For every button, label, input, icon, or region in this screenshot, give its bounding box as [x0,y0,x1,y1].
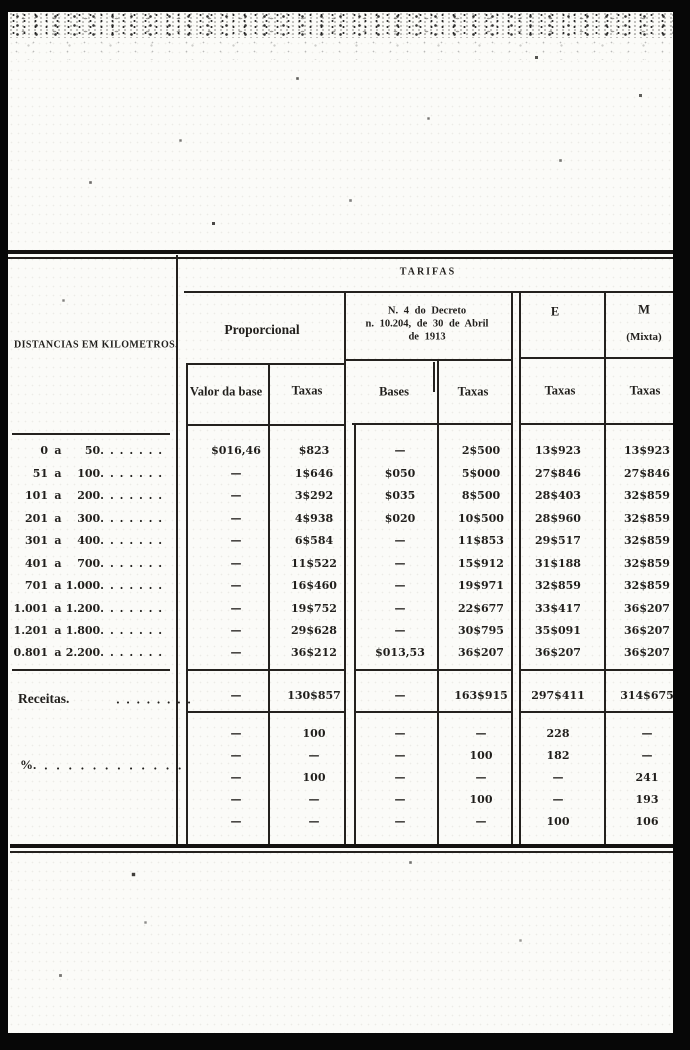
distance-from: 1.001 [13,602,48,615]
subheader-valor-da-base: Valor da base [189,384,263,399]
cell-proporcional-taxas: — [308,749,320,762]
dot-leader: . . . . . . [110,624,163,637]
dot-leader: . . . . . . [110,602,163,615]
proporcional-left-line [186,363,188,845]
cell-e-taxas: 28$960 [535,512,581,525]
cell-e-taxas: 13$923 [535,444,581,457]
distance-from: 701 [25,579,48,592]
cell-bases: — [394,727,406,740]
cell-proporcional-taxas: 100 [302,727,326,740]
cell-bases: $020 [384,512,416,525]
distance-sep: a [54,467,62,480]
cell-m-taxas: 32$859 [624,489,670,502]
distance-to: 2.200. [65,646,104,659]
group-header-m-sub: (Mixta) [626,331,662,343]
cell-m-taxas: — [641,727,653,740]
percent-dot-leader: . . . . . . . . . . . . [44,759,182,773]
distance-sep: a [54,646,62,659]
cell-valor-da-base: — [230,557,242,570]
cell-valor-da-base: — [230,534,242,547]
cell-proporcional-taxas: 130$857 [287,689,341,702]
distance-from: 0.801 [13,646,48,659]
receitas-bottom-line-em [519,711,673,713]
cell-proporcional-taxas: 11$522 [291,557,337,570]
cell-e-taxas: 36$207 [535,646,581,659]
cell-bases: — [394,793,406,806]
cell-bases: — [394,749,406,762]
scan-border-right [673,0,690,1050]
top-heavy-rule [8,250,673,254]
subheader-taxas-decreto: Taxas [457,384,489,399]
bottom-heavy-rule [10,844,673,848]
cell-valor-da-base: — [230,489,242,502]
cell-decreto-taxas: 19$971 [458,579,504,592]
cell-m-taxas: 193 [635,793,659,806]
cell-valor-da-base: — [230,815,242,828]
bases-taxas-double-stroke [433,362,435,392]
receitas-top-line-decreto [354,669,511,671]
cell-valor-da-base: $016,46 [211,444,261,457]
cell-valor-da-base: — [230,624,242,637]
distance-from: 301 [25,534,48,547]
valor-taxas-divider [268,363,270,845]
cell-e-taxas: 28$403 [535,489,581,502]
distance-sep: a [54,489,62,502]
group-header-decreto-line1: N. 4 do Decreto [387,305,467,317]
cell-decreto-taxas: 8$500 [461,489,501,502]
decreto-underline [344,359,511,361]
cell-e-taxas: 31$188 [535,557,581,570]
cell-e-taxas: 32$859 [535,579,581,592]
cell-valor-da-base: — [230,602,242,615]
prop-subheader-bottom-line [186,424,344,426]
distance-from: 401 [25,557,48,570]
em-box-left-line [519,291,521,845]
scan-noise-band-faint [8,38,673,60]
distance-sep: a [54,579,62,592]
em-underline [519,357,673,359]
cell-m-taxas: 314$675 [620,689,674,702]
cell-decreto-taxas: 163$915 [454,689,508,702]
cell-m-taxas: 36$207 [624,624,670,637]
receitas-dot-leader: . . . . . . . . [116,693,191,707]
cell-e-taxas: 27$846 [535,467,581,480]
cell-bases: $013,53 [375,646,425,659]
cell-m-taxas: — [641,749,653,762]
decreto-data-left-line [354,423,356,845]
dot-leader: . . . . . . [110,646,163,659]
receitas-bottom-line-decreto [354,711,511,713]
cell-decreto-taxas: — [475,815,487,828]
cell-bases: — [394,624,406,637]
cell-decreto-taxas: — [475,727,487,740]
cell-proporcional-taxas: 3$292 [294,489,334,502]
e-m-divider [604,291,606,845]
cell-bases: — [394,534,406,547]
cell-m-taxas: 32$859 [624,512,670,525]
group-header-m: M [638,302,650,317]
cell-decreto-taxas: 30$795 [458,624,504,637]
cell-bases: — [394,771,406,784]
cell-m-taxas: 27$846 [624,467,670,480]
receitas-top-line-prop [186,669,344,671]
distance-sep: a [54,512,62,525]
group-header-decreto-line3: de 1913 [408,331,446,343]
top-thin-rule [8,257,673,259]
cell-bases: — [394,557,406,570]
cell-e-taxas: 29$517 [535,534,581,547]
cell-proporcional-taxas: — [308,793,320,806]
distance-to: 1.000. [65,579,104,592]
cell-e-taxas: 35$091 [535,624,581,637]
group-header-e: E [550,304,560,319]
cell-decreto-taxas: 22$677 [458,602,504,615]
cell-proporcional-taxas: 100 [302,771,326,784]
group-header-proporcional: Proporcional [224,322,300,337]
cell-decreto-taxas: 11$853 [458,534,504,547]
cell-e-taxas: — [552,793,564,806]
cell-e-taxas: 297$411 [531,689,585,702]
tarifas-underline [184,291,673,293]
distance-to: 400. [77,534,104,547]
cell-m-taxas: 36$207 [624,646,670,659]
distance-from: 1.201 [13,624,48,637]
dot-leader: . . . . . . [110,534,163,547]
cell-m-taxas: 32$859 [624,579,670,592]
cell-m-taxas: 241 [635,771,659,784]
receitas-top-line-left [12,669,170,671]
cell-m-taxas: 13$923 [624,444,670,457]
cell-decreto-taxas: — [475,771,487,784]
distance-from: 0 [40,444,48,457]
cell-decreto-taxas: 100 [469,749,493,762]
table-title: TARIFAS [399,266,457,278]
cell-decreto-taxas: 5$000 [461,467,501,480]
cell-valor-da-base: — [230,771,242,784]
cell-proporcional-taxas: — [308,815,320,828]
dot-leader: . . . . . . [110,489,163,502]
cell-decreto-taxas: 36$207 [458,646,504,659]
cell-proporcional-taxas: 36$212 [291,646,337,659]
cell-bases: — [394,579,406,592]
percent-label: %. [20,757,37,772]
scan-border-bottom [0,1033,690,1050]
distance-column-top-line [12,433,170,435]
distance-sep: a [54,444,62,457]
cell-proporcional-taxas: 4$938 [294,512,334,525]
cell-e-taxas: 100 [546,815,570,828]
bottom-thin-rule [10,851,673,853]
decreto-box-left-line [344,291,346,845]
receitas-bottom-line-prop [186,711,344,713]
dot-leader: . . . . . . [110,579,163,592]
cell-decreto-taxas: 15$912 [458,557,504,570]
decreto-box-right-line [511,291,513,845]
cell-e-taxas: — [552,771,564,784]
cell-decreto-taxas: 2$500 [461,444,501,457]
distance-sep: a [54,602,62,615]
dot-leader: . . . . . . [110,557,163,570]
cell-proporcional-taxas: 16$460 [291,579,337,592]
distance-to: 700. [77,557,104,570]
subheader-taxas-m: Taxas [629,383,661,398]
distance-to: 300. [77,512,104,525]
dot-leader: . . . . . . [110,467,163,480]
distance-to: 1.800. [65,624,104,637]
scan-noise-band [8,12,673,38]
bases-taxas-divider [437,359,439,845]
distance-sep: a [54,557,62,570]
cell-e-taxas: 33$417 [535,602,581,615]
cell-decreto-taxas: 10$500 [458,512,504,525]
proporcional-underline [186,363,344,365]
cell-valor-da-base: — [230,579,242,592]
distance-to: 1.200. [65,602,104,615]
receitas-top-line-em [519,669,673,671]
cell-m-taxas: 106 [635,815,659,828]
group-header-decreto-line2: n. 10.204, de 30 de Abril [365,318,489,330]
cell-m-taxas: 32$859 [624,534,670,547]
distance-to: 50. [84,444,104,457]
cell-bases: — [394,815,406,828]
distance-to: 200. [77,489,104,502]
distance-from: 51 [32,467,48,480]
subheader-taxas-proporcional: Taxas [291,383,323,398]
cell-valor-da-base: — [230,512,242,525]
scan-border-left [0,0,8,1050]
cell-proporcional-taxas: 19$752 [291,602,337,615]
distance-column-header: DISTANCIAS EM KILOMETROS. [14,339,179,351]
dot-leader: . . . . . . [110,444,163,457]
cell-decreto-taxas: 100 [469,793,493,806]
cell-valor-da-base: — [230,689,242,702]
cell-valor-da-base: — [230,646,242,659]
receitas-label: Receitas. [18,691,70,706]
distance-to: 100. [77,467,104,480]
cell-bases: — [394,689,406,702]
cell-bases: — [394,444,406,457]
cell-m-taxas: 36$207 [624,602,670,615]
subheader-bases: Bases [379,384,409,399]
scan-border-top [0,0,690,12]
distance-from: 101 [25,489,48,502]
cell-e-taxas: 228 [546,727,570,740]
cell-proporcional-taxas: 29$628 [291,624,337,637]
cell-m-taxas: 32$859 [624,557,670,570]
em-subheader-bottom-line [519,423,673,425]
cell-valor-da-base: — [230,467,242,480]
cell-bases: — [394,602,406,615]
cell-e-taxas: 182 [546,749,570,762]
cell-proporcional-taxas: 1$646 [294,467,334,480]
cell-bases: $050 [384,467,416,480]
dot-leader: . . . . . . [110,512,163,525]
cell-valor-da-base: — [230,727,242,740]
decreto-subheader-bottom-line [352,423,511,425]
distance-from: 201 [25,512,48,525]
distance-sep: a [54,624,62,637]
distance-sep: a [54,534,62,547]
cell-proporcional-taxas: $823 [298,444,330,457]
subheader-taxas-e: Taxas [544,383,576,398]
cell-valor-da-base: — [230,749,242,762]
cell-valor-da-base: — [230,793,242,806]
cell-proporcional-taxas: 6$584 [294,534,334,547]
cell-bases: $035 [384,489,416,502]
